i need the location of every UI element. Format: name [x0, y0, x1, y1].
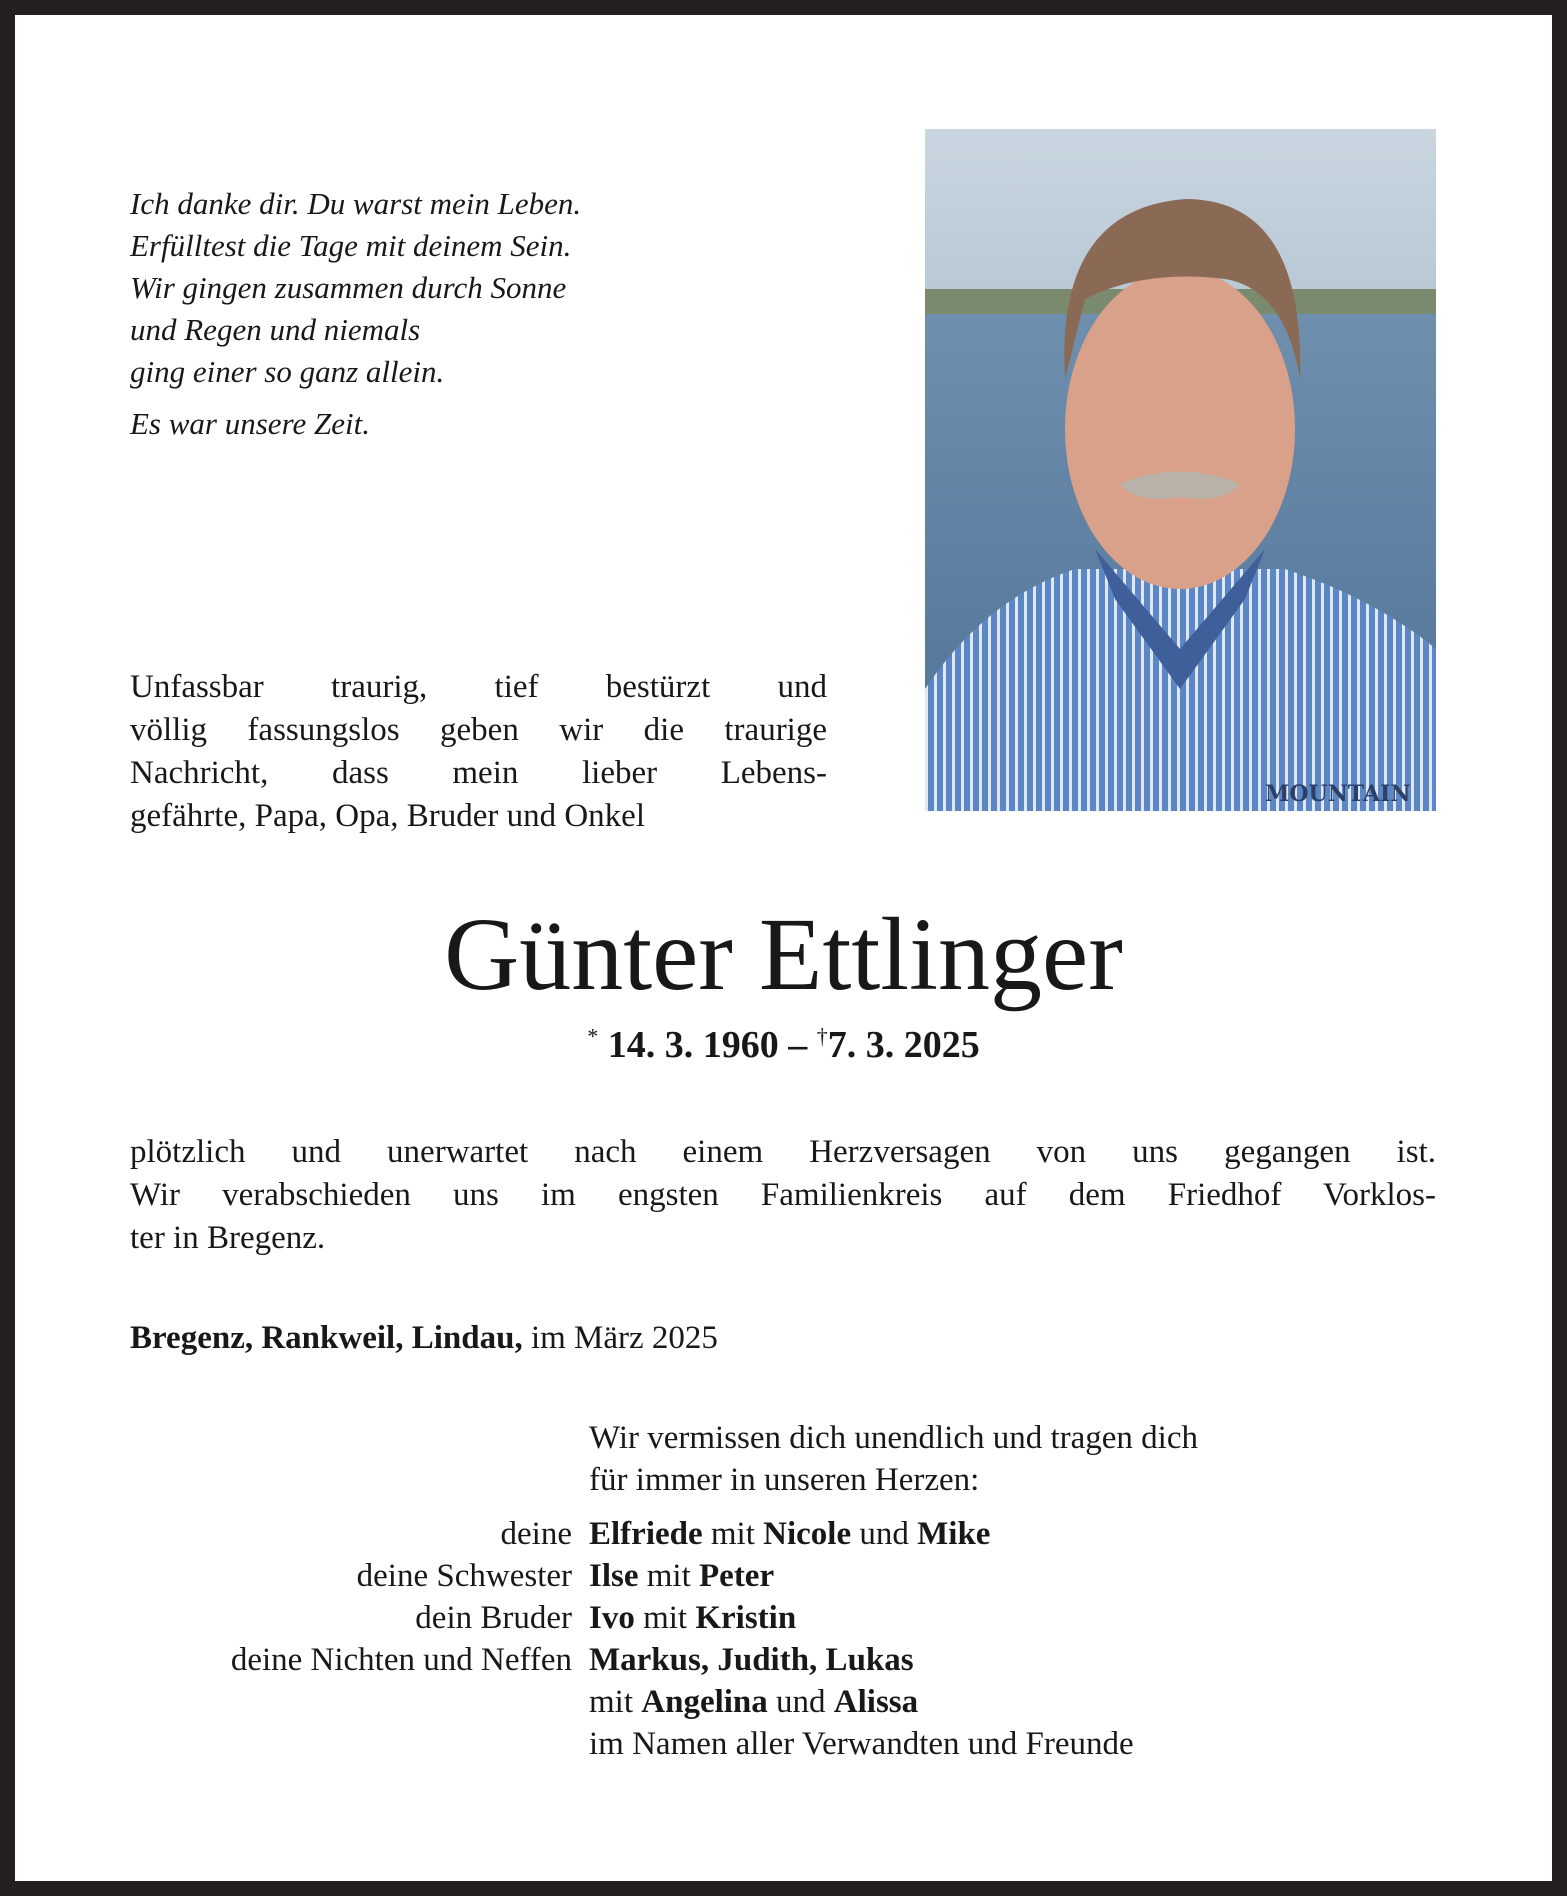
connector-text: mit — [702, 1516, 764, 1552]
obituary-page — [15, 15, 1552, 1881]
relation-label — [130, 1723, 589, 1765]
poem-line: Wir gingen zusammen durch Sonne — [130, 270, 567, 305]
family-member-name: Alissa — [833, 1684, 919, 1720]
connector-text: mit — [634, 1600, 696, 1636]
poem-line: und Regen und niemals — [130, 312, 421, 347]
family-names — [589, 1555, 774, 1597]
deceased-name: Günter Ettlinger — [444, 897, 1123, 1012]
shirt-text: MOUNTAIN — [1265, 781, 1411, 807]
paragraph-line: plötzlich und unerwartet nach einem Herzversagen von uns gegangen ist. — [130, 1134, 1436, 1170]
month-year: im März 2025 — [522, 1320, 718, 1356]
family-member-name: Mike — [917, 1516, 991, 1552]
family-row — [130, 1597, 1134, 1639]
family-member-name: Peter — [699, 1558, 775, 1594]
poem-line: Es war unsere Zeit. — [130, 406, 370, 441]
family-member-name: Kristin — [695, 1600, 797, 1636]
connector-text: im Namen aller Verwandten und Freunde — [589, 1726, 1134, 1762]
connector-text: und — [767, 1684, 834, 1720]
places-and-date — [130, 1320, 718, 1357]
family-member-name: Angelina — [641, 1684, 768, 1720]
relation-label: deine Schwester — [356, 1558, 572, 1594]
death-date: 7. 3. 2025 — [827, 1024, 980, 1066]
birth-star-icon: * — [587, 1023, 599, 1049]
family-list — [130, 1513, 1134, 1765]
poem-line: Ich danke dir. Du warst mein Leben. — [130, 186, 582, 221]
closing-line: Wir vermissen dich unendlich und tragen dich — [589, 1420, 1199, 1456]
birth-date: 14. 3. 1960 — [607, 1024, 779, 1066]
family-names — [589, 1681, 918, 1723]
paragraph-line: Wir verabschieden uns im engsten Familienkreis auf dem Friedhof Vorklos- — [130, 1177, 1436, 1213]
poem-line: ging einer so ganz allein. — [130, 354, 445, 389]
death-cross-icon: † — [816, 1023, 828, 1049]
relation-label: dein Bruder — [415, 1600, 572, 1636]
announcement-paragraph — [130, 1131, 1436, 1260]
poem — [130, 183, 581, 445]
family-names — [589, 1513, 990, 1555]
date-separator: – — [778, 1024, 817, 1066]
family-row — [130, 1639, 1134, 1681]
paragraph-line: ter in Bregenz. — [130, 1220, 326, 1256]
connector-text: und — [851, 1516, 918, 1552]
family-names — [589, 1597, 796, 1639]
family-member-name: Ilse — [589, 1558, 639, 1594]
intro-line: Unfassbar traurig, tief bestürzt und — [130, 669, 827, 705]
family-member-name: Nicole — [763, 1516, 852, 1552]
family-row — [130, 1555, 1134, 1597]
family-row — [130, 1513, 1134, 1555]
connector-text: mit — [638, 1558, 700, 1594]
poem-line: Erfülltest die Tage mit deinem Sein. — [130, 228, 572, 263]
family-member-name: Ivo — [589, 1600, 635, 1636]
places: Bregenz, Rankweil, Lindau, — [130, 1320, 523, 1356]
intro-line: Nachricht, dass mein lieber Lebens- — [130, 755, 827, 791]
family-member-name: Elfriede — [589, 1516, 703, 1552]
relation-label: deine Nichten und Neffen — [230, 1642, 572, 1678]
life-dates — [15, 1023, 1552, 1067]
connector-text: mit — [589, 1684, 642, 1720]
family-member-name: Markus, Judith, Lukas — [589, 1642, 914, 1678]
family-row — [130, 1723, 1134, 1765]
relation-label — [130, 1681, 589, 1723]
family-names — [589, 1639, 914, 1681]
portrait-photo — [925, 129, 1436, 811]
intro-line: gefährte, Papa, Opa, Bruder und Onkel — [130, 798, 645, 834]
closing-text — [589, 1417, 1198, 1501]
family-names — [589, 1723, 1134, 1765]
intro-line: völlig fassungslos geben wir die traurige — [130, 712, 827, 748]
intro-paragraph — [130, 666, 827, 838]
closing-line: für immer in unseren Herzen: — [589, 1462, 980, 1498]
family-row — [130, 1681, 1134, 1723]
relation-label: deine — [500, 1516, 572, 1552]
